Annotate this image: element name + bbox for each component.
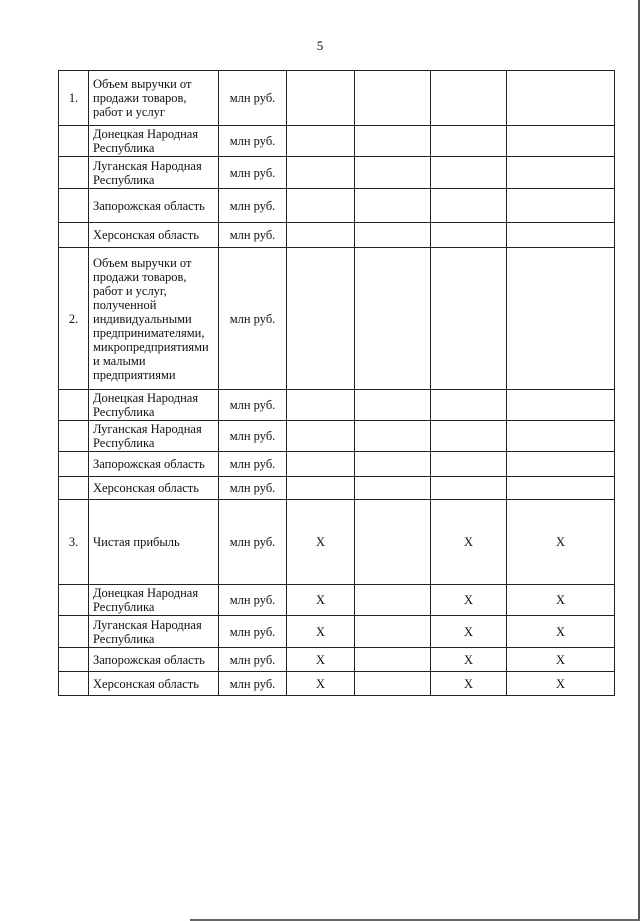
unit-cell: млн руб. — [219, 672, 287, 696]
value-cell: X — [431, 585, 507, 616]
row-number — [59, 157, 89, 189]
indicator-name: Объем выручки от продажи товаров, работ и услуг, полученной индивидуальными предпринимателями, микропредприятиями и малыми предприятиями — [89, 248, 219, 390]
table-row — [59, 157, 615, 189]
value-cell — [431, 477, 507, 500]
value-cell: X — [431, 500, 507, 585]
page-number: 5 — [316, 38, 324, 53]
value-cell — [507, 71, 615, 126]
indicators-table — [58, 70, 615, 696]
value-cell — [431, 452, 507, 477]
indicator-name: Херсонская область — [89, 672, 219, 696]
indicator-name: Луганская Народная Республика — [89, 616, 219, 648]
value-cell — [355, 71, 431, 126]
value-cell: X — [287, 500, 355, 585]
row-number — [59, 189, 89, 223]
unit-cell: млн руб. — [219, 248, 287, 390]
indicator-name: Луганская Народная Республика — [89, 157, 219, 189]
row-number — [59, 223, 89, 248]
value-cell — [287, 71, 355, 126]
table-row — [59, 189, 615, 223]
indicator-name: Запорожская область — [89, 648, 219, 672]
indicator-name: Херсонская область — [89, 223, 219, 248]
value-cell: X — [287, 585, 355, 616]
unit-cell: млн руб. — [219, 452, 287, 477]
value-cell — [287, 126, 355, 157]
table-row — [59, 648, 615, 672]
table-row — [59, 616, 615, 648]
value-cell — [355, 189, 431, 223]
unit-cell: млн руб. — [219, 157, 287, 189]
value-cell — [287, 248, 355, 390]
unit-cell: млн руб. — [219, 616, 287, 648]
indicator-name: Херсонская область — [89, 477, 219, 500]
row-number — [59, 452, 89, 477]
value-cell — [287, 477, 355, 500]
row-number — [59, 672, 89, 696]
row-number: 1. — [59, 71, 89, 126]
value-cell — [507, 126, 615, 157]
indicator-name: Донецкая Народная Республика — [89, 126, 219, 157]
value-cell — [507, 248, 615, 390]
table-row — [59, 500, 615, 585]
table-row — [59, 477, 615, 500]
value-cell: X — [287, 672, 355, 696]
table-row — [59, 71, 615, 126]
value-cell — [355, 477, 431, 500]
table-row — [59, 585, 615, 616]
indicator-name: Донецкая Народная Республика — [89, 585, 219, 616]
table-row — [59, 126, 615, 157]
value-cell — [507, 223, 615, 248]
row-number — [59, 477, 89, 500]
value-cell — [507, 390, 615, 421]
indicator-name: Запорожская область — [89, 452, 219, 477]
table-row — [59, 390, 615, 421]
value-cell — [507, 157, 615, 189]
value-cell — [287, 223, 355, 248]
unit-cell: млн руб. — [219, 390, 287, 421]
table-row — [59, 452, 615, 477]
row-number — [59, 585, 89, 616]
value-cell — [355, 672, 431, 696]
indicator-name: Луганская Народная Республика — [89, 421, 219, 452]
table-row — [59, 672, 615, 696]
unit-cell: млн руб. — [219, 223, 287, 248]
value-cell: X — [431, 672, 507, 696]
table-row — [59, 421, 615, 452]
indicator-name: Запорожская область — [89, 189, 219, 223]
value-cell — [287, 157, 355, 189]
value-cell — [431, 223, 507, 248]
row-number: 3. — [59, 500, 89, 585]
value-cell — [355, 616, 431, 648]
indicator-name: Объем выручки от продажи товаров, работ и услуг — [89, 71, 219, 126]
value-cell: X — [507, 616, 615, 648]
unit-cell: млн руб. — [219, 71, 287, 126]
row-number — [59, 390, 89, 421]
value-cell: X — [507, 648, 615, 672]
unit-cell: млн руб. — [219, 189, 287, 223]
value-cell — [507, 452, 615, 477]
value-cell — [355, 500, 431, 585]
value-cell: X — [507, 672, 615, 696]
value-cell — [431, 390, 507, 421]
value-cell — [507, 421, 615, 452]
value-cell — [355, 390, 431, 421]
value-cell — [355, 452, 431, 477]
value-cell — [287, 421, 355, 452]
table-row — [59, 248, 615, 390]
row-number — [59, 648, 89, 672]
indicator-name: Чистая прибыль — [89, 500, 219, 585]
value-cell — [287, 390, 355, 421]
value-cell — [507, 189, 615, 223]
value-cell: X — [431, 648, 507, 672]
value-cell: X — [287, 648, 355, 672]
unit-cell: млн руб. — [219, 648, 287, 672]
value-cell — [355, 223, 431, 248]
unit-cell: млн руб. — [219, 421, 287, 452]
value-cell — [355, 421, 431, 452]
value-cell — [287, 452, 355, 477]
value-cell — [431, 421, 507, 452]
value-cell: X — [431, 616, 507, 648]
value-cell — [431, 157, 507, 189]
value-cell — [287, 189, 355, 223]
value-cell: X — [507, 500, 615, 585]
table-row — [59, 223, 615, 248]
value-cell — [431, 71, 507, 126]
value-cell — [355, 648, 431, 672]
value-cell — [355, 126, 431, 157]
value-cell: X — [507, 585, 615, 616]
value-cell: X — [287, 616, 355, 648]
unit-cell: млн руб. — [219, 477, 287, 500]
value-cell — [431, 126, 507, 157]
value-cell — [507, 477, 615, 500]
unit-cell: млн руб. — [219, 126, 287, 157]
row-number — [59, 126, 89, 157]
row-number: 2. — [59, 248, 89, 390]
indicator-name: Донецкая Народная Республика — [89, 390, 219, 421]
unit-cell: млн руб. — [219, 500, 287, 585]
value-cell — [355, 585, 431, 616]
row-number — [59, 421, 89, 452]
value-cell — [355, 248, 431, 390]
value-cell — [431, 189, 507, 223]
unit-cell: млн руб. — [219, 585, 287, 616]
row-number — [59, 616, 89, 648]
value-cell — [355, 157, 431, 189]
value-cell — [431, 248, 507, 390]
